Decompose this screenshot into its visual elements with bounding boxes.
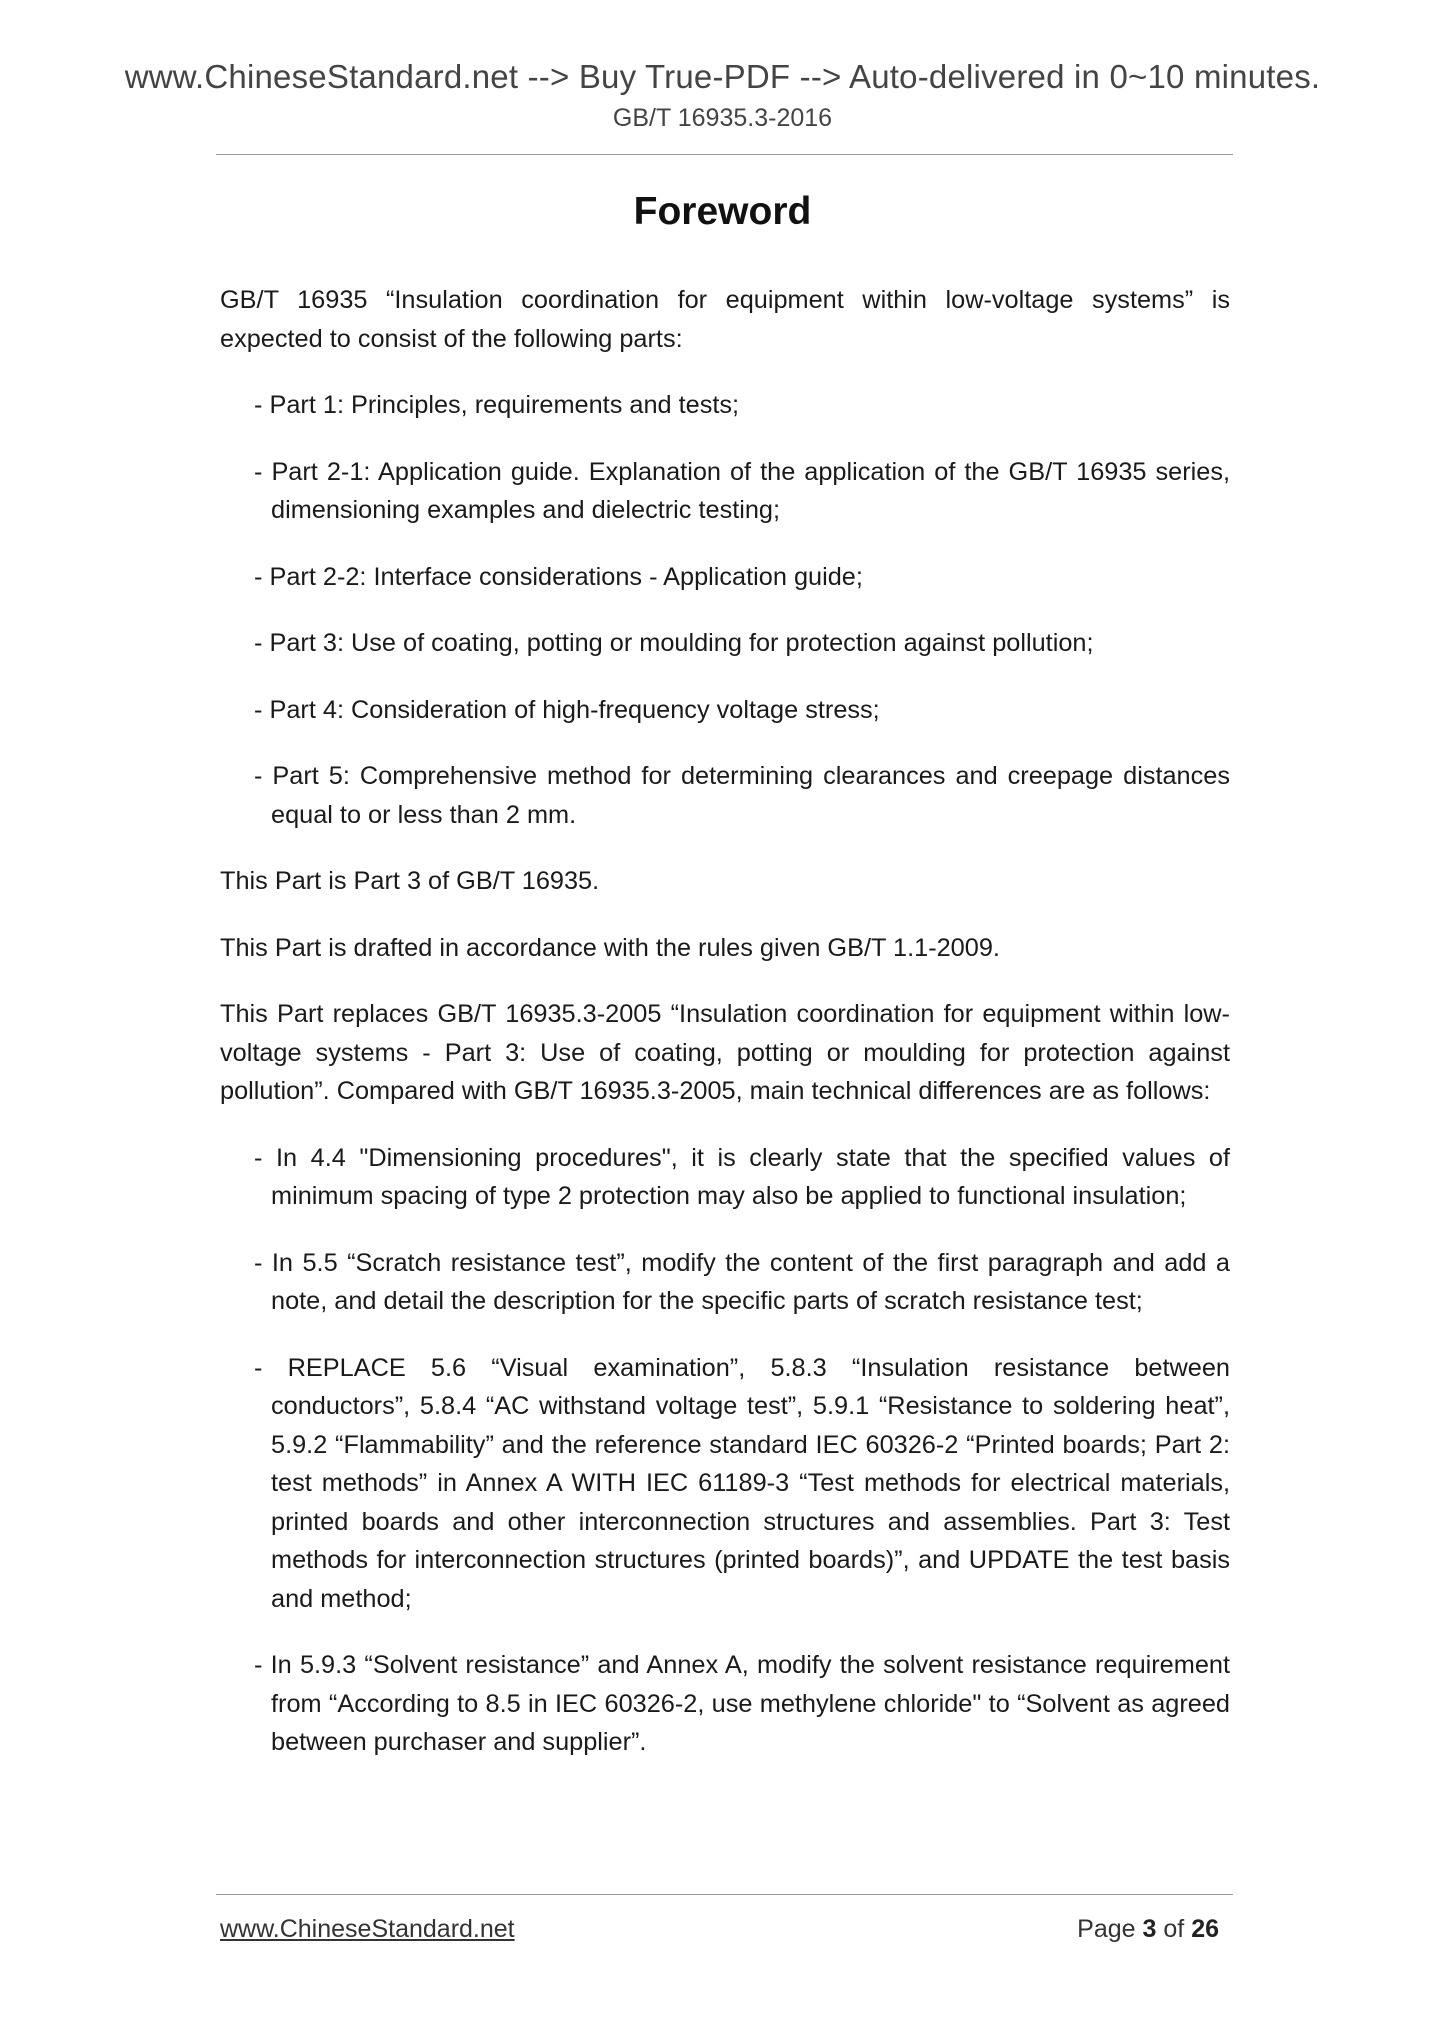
- footer-website-link[interactable]: www.ChineseStandard.net: [220, 1915, 515, 1943]
- page-number: [1077, 1915, 1219, 1944]
- page-label: Page: [1077, 1915, 1136, 1943]
- header-standard-number: GB/T 16935.3-2016: [612, 104, 833, 132]
- page-total: 26: [1191, 1915, 1219, 1943]
- list-item: - Part 2-2: Interface considerations - Application guide;: [254, 562, 863, 591]
- paragraph: This Part is drafted in accordance with the rules given GB/T 1.1-2009.: [220, 933, 1000, 962]
- header-divider: [216, 154, 1233, 155]
- page-current: 3: [1142, 1915, 1157, 1943]
- list-item: - Part 4: Consideration of high-frequency voltage stress;: [254, 695, 880, 724]
- list-item: - In 4.4 "Dimensioning procedures", it is clearly state that the specified values of minimum spacing of type 2 protection may also be applied to functional insulation;: [254, 1143, 1230, 1210]
- page-title: Foreword: [633, 190, 812, 233]
- paragraph: This Part is Part 3 of GB/T 16935.: [220, 867, 600, 895]
- list-item: - Part 2-1: Application guide. Explanation of the application of the GB/T 16935 series, dimensioning examples and dielectric testing;: [254, 457, 1230, 524]
- footer-divider: [216, 1894, 1233, 1895]
- list-item: - In 5.9.3 “Solvent resistance” and Annex A, modify the solvent resistance requirement from “According to 8.5 in IEC 60326-2, use methylene chloride" to “Solvent as agreed between purchaser and supplier”.: [254, 1651, 1230, 1756]
- list-item: - REPLACE 5.6 “Visual examination”, 5.8.3 “Insulation resistance between conductors”, 5.8.4 “AC withstand voltage test”, 5.9.1 “Resistance to soldering heat”, 5.9.2 “Flammability” and the reference standard IEC 60326-2 “Printed boards; Part 2: test methods” in Annex A WITH IEC 61189-3 “Test methods for electrical materials, printed boards and other interconnection structures and assemblies. Part 3: Test methods for interconnection structures (printed boards)”, and UPDATE the test basis and method;: [254, 1353, 1230, 1613]
- paragraph: This Part replaces GB/T 16935.3-2005 “Insulation coordination for equipment within low-voltage systems - Part 3: Use of coating, potting or moulding for protection against pollution”. Compared with GB/T 16935.3-2005, main technical differences are as follows:: [220, 1000, 1230, 1105]
- page-of-label: of: [1163, 1915, 1185, 1943]
- list-item: - Part 3: Use of coating, potting or moulding for protection against pollution;: [254, 629, 1094, 657]
- differences-list: [220, 1139, 1230, 1762]
- list-item: - Part 1: Principles, requirements and tests;: [254, 391, 740, 419]
- list-item: - Part 5: Comprehensive method for determining clearances and creepage distances equal to or less than 2 mm.: [254, 762, 1230, 829]
- foreword-body: [220, 281, 1230, 1790]
- list-item: - In 5.5 “Scratch resistance test”, modify the content of the first paragraph and add a note, and detail the description for the specific parts of scratch resistance test;: [254, 1248, 1230, 1315]
- header-banner: www.ChineseStandard.net --> Buy True-PDF --> Auto-delivered in 0~10 minutes.: [124, 58, 1321, 95]
- parts-list: [220, 386, 1230, 834]
- intro-paragraph: GB/T 16935 “Insulation coordination for equipment within low-voltage systems” is expected to consist of the following parts:: [220, 286, 1230, 353]
